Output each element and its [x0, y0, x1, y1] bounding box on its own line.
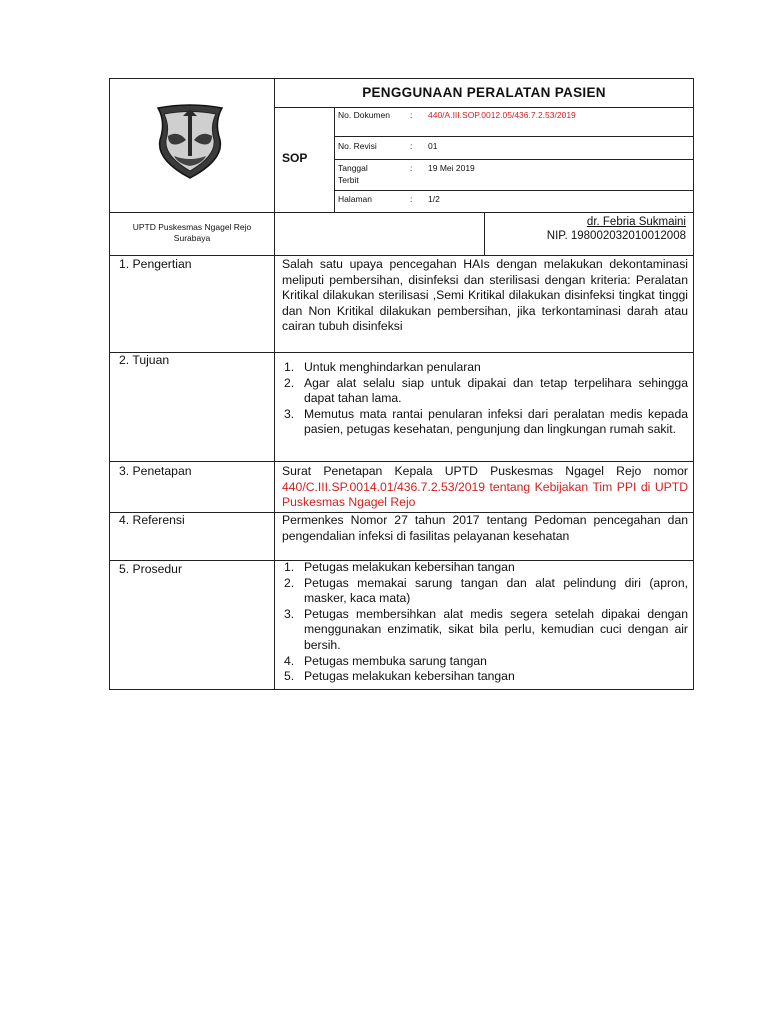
meta-value-no-dokumen: 440/A.III.SOP.0012.05/436.7.2.53/2019 — [428, 110, 576, 120]
signatory-name: dr. Febria Sukmaini — [586, 216, 686, 228]
meta-colon: : — [410, 110, 413, 120]
list-item: 3. Petugas membersihkan alat medis segera setelah dipakai dengan menggunakan enzimatik, sikat bila perlu, kemudian cuci dengan air bersih. — [284, 606, 688, 652]
penetapan-text-red: 440/C.III.SP.0014.01/436.7.2.53/2019 tentang Kebijakan Tim PPI di UPTD Puskesmas Ngagel Rejo — [282, 479, 688, 510]
surabaya-crest-icon — [150, 100, 230, 182]
meta-colon: : — [410, 194, 413, 204]
penetapan-text-black: Surat Penetapan Kepala UPTD Puskesmas Ngagel Rejo nomor — [282, 464, 688, 478]
referensi-text: Permenkes Nomor 27 tahun 2017 tentang Pedoman pencegahan dan pengendalian infeksi di fasilitas pelayanan kesehatan — [282, 513, 688, 543]
list-item: 5. Petugas melakukan kebersihan tangan — [284, 669, 515, 684]
section-label-prosedur: 5. Prosedur — [119, 562, 183, 576]
meta-label-tanggal-terbit: Tanggal Terbit — [338, 163, 368, 185]
prosedur-list — [284, 560, 688, 685]
meta-colon: : — [410, 141, 413, 151]
penetapan-text — [282, 464, 688, 511]
section-label-penetapan: 3. Penetapan — [119, 464, 192, 478]
list-item: 1. Untuk menghindarkan penularan — [284, 360, 481, 374]
sop-label: SOP — [282, 151, 308, 165]
signatory-nip: NIP. 198002032010012008 — [546, 230, 686, 242]
document-title: PENGGUNAAN PERALATAN PASIEN — [362, 85, 606, 100]
meta-label-halaman: Halaman — [338, 194, 373, 204]
section-label-pengertian: 1. Pengertian — [119, 257, 192, 271]
list-item: 2. Petugas memakai sarung tangan dan alat pelindung diri (apron, masker, kaca mata) — [284, 575, 688, 606]
meta-label-no-revisi: No. Revisi — [338, 141, 377, 151]
list-item: 2. Agar alat selalu siap untuk dipakai dan tetap terpelihara sehingga dapat tahan lama. — [284, 375, 688, 406]
list-item: 4. Petugas membuka sarung tangan — [284, 653, 487, 668]
organization-name: UPTD Puskesmas Ngagel Rejo Surabaya — [132, 222, 252, 243]
meta-value-no-revisi: 01 — [428, 141, 438, 151]
meta-value-halaman: 1/2 — [428, 194, 440, 204]
meta-label-no-dokumen: No. Dokumen — [338, 110, 390, 120]
tujuan-list — [284, 360, 688, 438]
pengertian-text: Salah satu upaya pencegahan HAIs dengan melakukan dekontaminasi meliputi pembersihan, disinfeksi dan sterilisasi dengan kriteria: Peralatan Kritikal dilakukan sterilisasi ,Semi Kritikal dilakukan disinfeksi tingkat tinggi dan Non Kritikal dilakukan pembersihan, jika terkontaminasi darah atau cairan tubuh disinfeksi — [282, 257, 688, 334]
meta-value-tanggal-terbit: 19 Mei 2019 — [428, 163, 475, 173]
list-item: 1. Petugas melakukan kebersihan tangan — [284, 560, 515, 574]
section-label-referensi: 4. Referensi — [119, 513, 185, 527]
section-label-tujuan: 2. Tujuan — [119, 353, 170, 367]
meta-colon: : — [410, 163, 413, 173]
list-item: 3. Memutus mata rantai penularan infeksi dari peralatan medis kepada pasien, petugas kesehatan, pengunjung dan lingkungan rumah sakit. — [284, 406, 688, 437]
